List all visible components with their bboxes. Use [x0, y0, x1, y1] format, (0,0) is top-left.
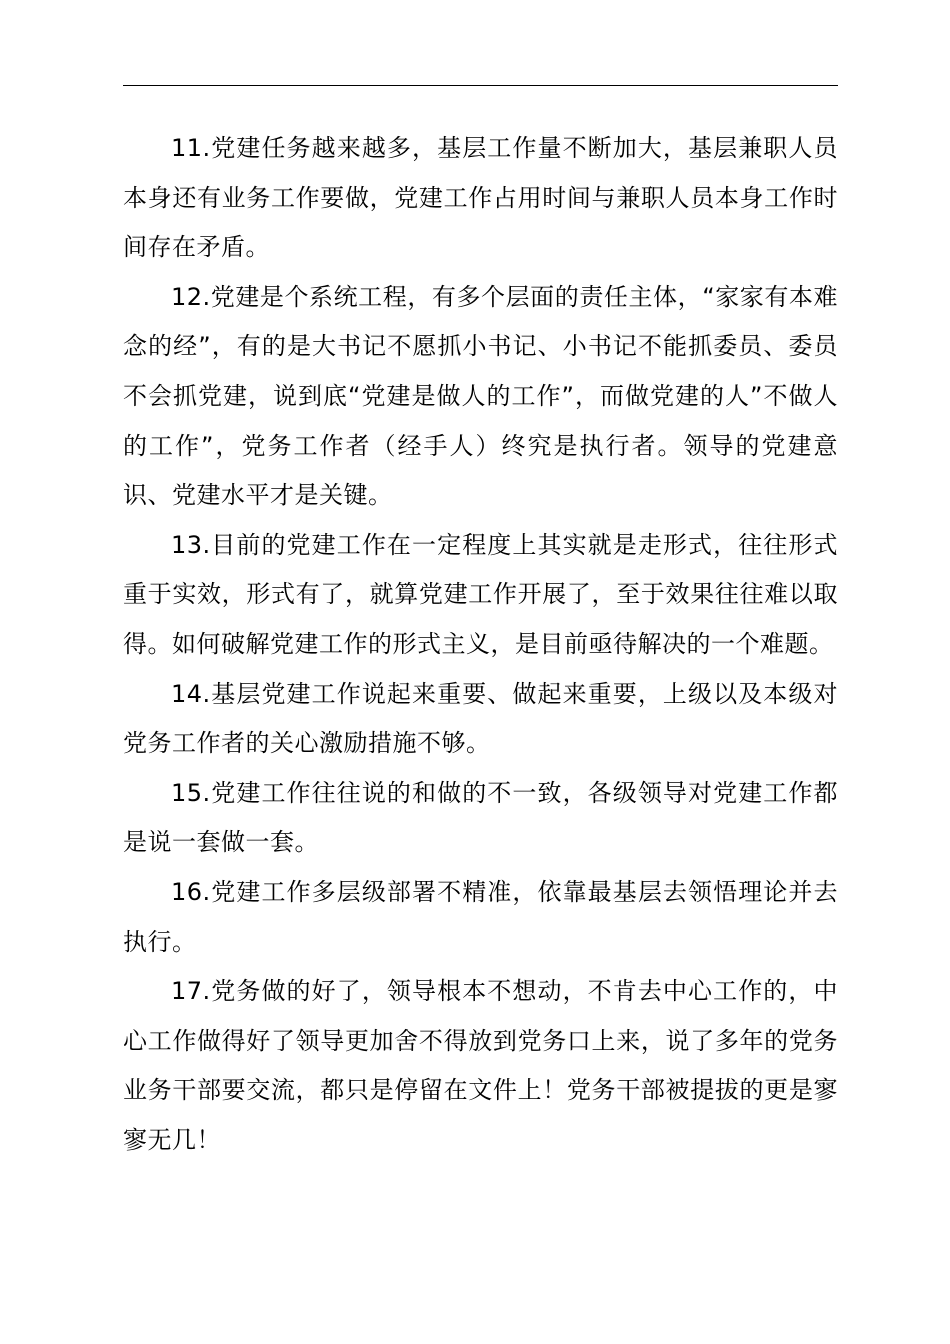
- paragraph-11: 11.党建任务越来越多，基层工作量不断加大，基层兼职人员本身还有业务工作要做，党建工作占用时间与兼职人员本身工作时间存在矛盾。: [123, 134, 838, 262]
- paragraph-16: 16.党建工作多层级部署不精准，依靠最基层去领悟理论并去执行。: [123, 877, 838, 956]
- paragraph-17: 17.党务做的好了，领导根本不想动，不肯去中心工作的，中心工作做得好了领导更加舍不得放到党务口上来，说了多年的党务业务干部要交流，都只是停留在文件上！党务干部被提拔的更是寥寥无几！: [123, 977, 838, 1154]
- paragraph-12: 12.党建是个系统工程，有多个层面的责任主体，“家家有本难念的经”，有的是大书记不愿抓小书记、小书记不能抓委员、委员不会抓党建，说到底“党建是做人的工作”，而做党建的人”不做人的工作”，党务工作者（经手人）终究是执行者。领导的党建意识、党建水平才是关键。: [123, 282, 838, 510]
- paragraph-13: 13.目前的党建工作在一定程度上其实就是走形式，往往形式重于实效，形式有了，就算党建工作开展了，至于效果往往难以取得。如何破解党建工作的形式主义，是目前亟待解决的一个难题。: [123, 530, 838, 658]
- paragraph-15: 15.党建工作往往说的和做的不一致，各级领导对党建工作都是说一套做一套。: [123, 778, 838, 857]
- paragraph-14: 14.基层党建工作说起来重要、做起来重要，上级以及本级对党务工作者的关心激励措施不够。: [123, 679, 838, 758]
- document-body: [123, 124, 838, 1165]
- header-rule: [123, 85, 838, 86]
